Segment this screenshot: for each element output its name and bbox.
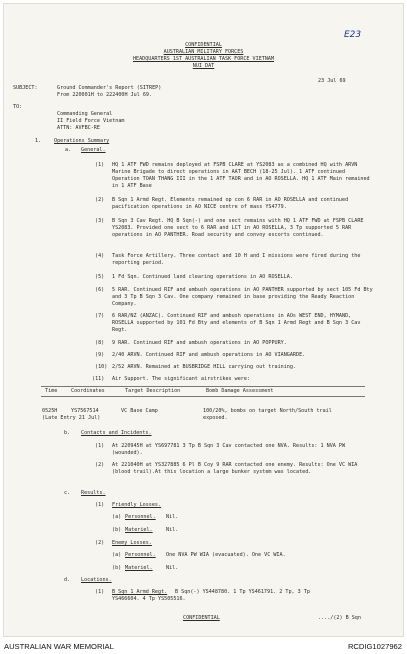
friendly-number: (1) [95,502,105,508]
row-bda-line-2: exposed. [203,415,228,421]
to-line-2: II Field Force Vietnam [57,118,125,124]
enemy-item-label: Materiel. [125,565,153,571]
item-number: (1) [95,443,105,449]
archive-footer-right: RCDIG1027962 [347,642,402,651]
item-text: HQ 1 ATF FWD remains deployed at FSPB CLARE at YS2083 as a combined HQ with ARVN Marine Brigade to direct operations in AAT BECH (18-25 Jul). 1 ATF continued Operation TOAN THANG III in the 1 ATF TAOR and in AO ROSELLA. HQ 1 ATF Main remained in 1 ATF Base [112,162,370,189]
item-number: (4) [95,253,105,259]
friendly-item-label: Personnel. [125,514,156,520]
org-line-2: HEADQUARTERS 1ST AUSTRALIAN TASK FORCE VIETNAM [132,56,275,62]
item-number: (7) [95,313,105,319]
table-header-coordinates: Coordinates [71,388,105,394]
to-line-3: ATTN: AVFBC-RE [57,125,100,131]
item-text: At 221040H at YS327885 6 Pl B Coy 9 RAR contacted one enemy. Results: One VC WIA (blood trail).At this location a large bunker system was located. [112,462,358,475]
subject-label: SUBJECT: [13,85,38,91]
item-number: (1) [95,162,105,168]
to-line-1: Commanding General [57,111,113,117]
item-text: Air Support. The significant airstrikes were: [112,376,251,382]
para-a-title: General. [81,147,106,153]
item-text: B Sqn 3 Cav Regt. HQ B Sqn(-) and one sect remains with HQ 1 ATF FWD at FSPB CLARE YS2083. Provided one sect to 6 RAR and LCT in AO ROSELLA, 3 Tp supported 5 RAR operations in AO PANTHER. Road security and convoy escorts continued. [112,218,364,238]
item-number: (10) [95,364,108,370]
item-text: Task Force Artillery. Three contact and 10 H and I missions were fired during the reporting period. [112,253,361,266]
friendly-item-number: (b) [112,527,122,533]
item-number: (9) [95,352,105,358]
row-late-entry: (Late Entry 21 Jul) [42,415,101,421]
enemy-number: (2) [95,540,105,546]
para-a-label: a. [65,147,72,153]
para-c-label: c. [64,490,71,496]
classification-bottom: CONFIDENTIAL [183,615,220,621]
table-header-bda: Bomb Damage Assessment [206,388,274,394]
para-c-title: Results. [81,490,106,496]
item-number: (8) [95,340,105,346]
friendly-item-value: Nil. [166,514,179,520]
item-text: B Sqn 1 Armd Regt. Elements remained op con 6 RAR in AO ROSELLA and continued pacification operations in AO NICE centre of mass YS4779. [112,197,349,210]
archive-footer [0,638,407,654]
friendly-item-label: Materiel. [125,527,153,533]
row-coordinates: YS7567514 [71,408,99,414]
item-text: 1 Fd Sqn. Continued land clearing operations in AO ROSELLA. [112,274,293,280]
friendly-losses-title: Friendly Losses. [112,502,162,508]
enemy-item-label: Personnel. [125,552,156,558]
continued-marker: ..../(2) B Sqn [318,615,361,621]
item-text: 2/52 ARVN. Remained at BUSBRIDGE HILL carrying out training. [112,364,297,370]
subject-line-1: Ground Commander's Report (SITREP) [57,85,162,91]
friendly-item-number: (a) [112,514,122,520]
item-text: 9 RAR. Continued RIF and ambush operations in AO POPPURY. [112,340,287,346]
item-number: (2) [95,197,105,203]
handwritten-reference-mark: E23 [344,30,362,40]
para-d-title: Locations. [81,577,112,583]
table-rule-top [41,386,365,387]
enemy-item-value: Nil. [166,565,179,571]
row-bda-line-1: 100/20%, bombs on target North/South trail [203,408,332,414]
para-b-label: b. [64,430,71,436]
to-label: TO: [13,104,23,110]
section-1-title: Operations Summary [54,138,110,144]
item-text: 5 RAR. Continued RIF and ambush operations in AO PANTHER supported by sect 105 Fd Bty and 3 Tp B Sqn 3 Cav. One company remained in base providing the Ready Reaction Company. [112,287,373,307]
location-line-2: YS466604. 4 Tp YS505516. [112,596,186,602]
archive-footer-left: AUSTRALIAN WAR MEMORIAL [4,642,114,651]
enemy-item-number: (a) [112,552,122,558]
row-target: VC Base Camp [121,408,158,414]
subject-line-2: From 220001H to 222400H Jul 69. [57,92,153,98]
item-text: 2/40 ARVN. Continued RIF and ambush operations in AO VIANGARDE. [112,352,306,358]
enemy-losses-title: Enemy Losses. [112,540,152,546]
row-time: 0525H [42,408,58,414]
item-text: 6 RAR/NZ (ANZAC). Continued RIF and ambush operations in AOs WEST END, HYMAND, ROSELLA supported by 101 Fd Bty and elements of B Sqn 1 Armd Regt and B Sqn 3 Cav Regt. [112,313,361,333]
report-date: 23 Jul 69 [318,78,346,84]
enemy-item-value: One NVA PW WIA (evacuated). One VC WIA. [166,552,286,558]
table-header-target: Target Description [125,388,181,394]
item-number: (5) [95,274,105,280]
classification-top: CONFIDENTIAL [185,42,222,48]
item-number: (6) [95,287,105,293]
item-number: (3) [95,218,105,224]
section-1-number: 1. [35,138,42,144]
location-line-1: B Sqn(-) YS448780. 1 Tp YS461791. 2 Tp, 3 Tp [175,589,310,595]
item-text: At 220945H at YS697781 3 Tp B Sqn 3 Cav contacted one NVA. Results: 1 NVA PW (wounded). [112,443,346,456]
location-unit: B Sqn 1 Armd Regt. [112,589,168,595]
table-rule-bottom [41,396,365,397]
enemy-item-number: (b) [112,565,122,571]
item-number: (11) [92,376,105,382]
para-b-title: Contacts and Incidents. [81,430,152,436]
item-number: (2) [95,462,105,468]
org-line-1: AUSTRALIAN MILITARY FORCES [163,49,244,55]
table-header-time: Time [45,388,58,394]
org-line-3: NUI DAT [192,63,215,69]
location-item-number: (1) [95,589,105,595]
friendly-item-value: Nil. [166,527,179,533]
para-d-label: d. [64,577,71,583]
